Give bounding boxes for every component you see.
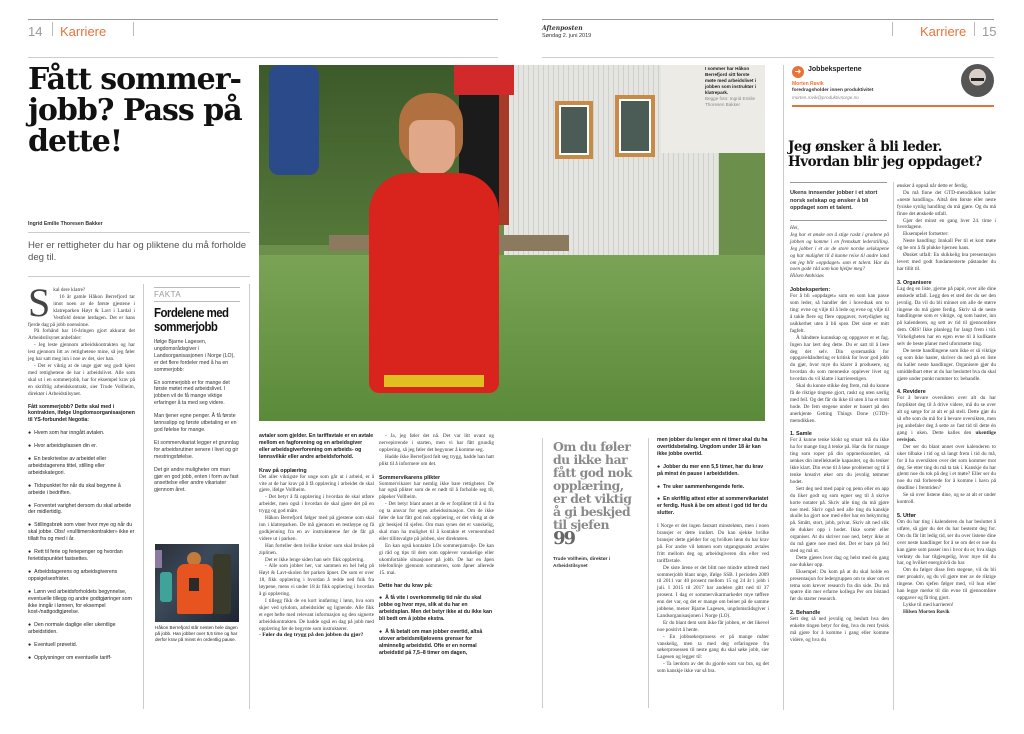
paragraph: Dette gjøres hver dag og helst med én gang noe dukker opp.: [790, 554, 889, 568]
date: Søndag 2. juni 2019: [542, 33, 592, 39]
paragraph: ønsker å oppnå når dette er ferdig.: [897, 183, 969, 189]
subhead: Jobbeksperten:: [790, 287, 831, 294]
paragraph: Du må finne det GTD-metodikken kaller «neste handling». Altså den første eller neste fysiske synlig handling du må gjøre. Og du må finne det ønskede utfall.: [897, 189, 996, 217]
question: - Føler du deg trygg på den jobben du gjør?: [259, 632, 364, 639]
paragraph: Skal du kunne stikke deg frem, må du kunne få de riktige tingene gjort, raskt og uten særlig med feil. Og det får du ikke til uten å ha et tomt hode. De fem stegene under er basert på den anerkjente Getting Things Done (GTD)-metodikken.: [790, 383, 889, 424]
paragraph: Er du blant dem som ikke får jobben, er det likevel noe positivt å hente.: [657, 619, 769, 633]
paragraph: Om du følger disse fem stegene, vil du bli mer proaktiv, og du vil gjøre mer av de riktige tingene. Om sjefen følger med, vil hun eller han legge merke til din evne til gjennomføre oppgaver og få ting gjort.: [897, 567, 996, 601]
expert-title: foredragsholder innen produktivitet: [792, 88, 874, 93]
signoff: Hilsen Morten Røvik: [903, 608, 950, 615]
list-item: ● Opplysninger om eventuelle tariff-: [28, 655, 135, 662]
glasses-detail: [971, 78, 984, 81]
column-headline: Jeg ønsker å bli leder. Hvordan blir jeg oppdaget?: [788, 139, 982, 170]
photo-window: [555, 101, 593, 159]
paragraph: For å kunne tenke klokt og smart må du ikke ha for mange ting å tenke på. Har du for mange ting som roper på din oppmerksomhet, så senkes din intellektuelle kapasitet, og du tenker ikke klart. Din evne til å løse problemer og til å tenke kreativt øker om du jevnlig tømmer hodet.: [790, 437, 889, 485]
expert-column-name: Jobbekspertene: [808, 66, 862, 73]
photo-boy-face: [409, 120, 455, 175]
pull-quote: Om du føler du ikke har fått god nok opplæring, er det viktig å gi beskjed til sjefen: [553, 439, 632, 532]
paragraph: På forhånd har 16-åringen gjort akkurat det Arbeidstilsynet anbefaler:: [28, 328, 135, 342]
fakta-photo-caption: Håkon Berrefjord står nesten hele dagen på jobb. Han jobber over 5,5 time og har derfor krav på minst én ordentlig pause.: [155, 625, 238, 642]
photo-boy-shirt: [369, 173, 499, 393]
paragraph: - Det betyr å få opplæring i hvordan de skal utføre arbeidet, men også i hvordan de skal gjøre det på en trygg og god måte.: [259, 494, 374, 515]
paragraph: Hadde ikke Berrefjord følt seg trygg, hadde han hatt plikt til å informere om det.: [379, 453, 494, 467]
subhead: Sommervikarens plikter: [379, 474, 441, 481]
paragraph: - Ta lærdom av det du gjorde som var bra, og det som kanskje ikke var så bra.: [657, 661, 769, 675]
header-divider: [133, 22, 134, 36]
subhead: 2. Behandle: [790, 610, 821, 617]
header-divider: [52, 22, 53, 36]
quote-mark-icon: 99: [553, 528, 575, 549]
subhead: 4. Revidere: [897, 389, 926, 396]
column-rule: [893, 182, 894, 710]
paragraph: Gjør det minst en gang hver 24. time i hverdagene.: [897, 217, 996, 231]
paragraph: Sett deg ned med papir og penn eller en app du liker godt og som egner seg til å skrive korte notater på. Skriv alle ting du må gjøre noe med. Skriv også ned alle ting du kanskje skulle ha gjort noe med eller har en bekymring på. Smått, stort, jobb, privat. Skriv alt ned slik de dukker opp i hodet. Ikke sortér eller organiser. At du skriver noe ned, betyr ikke at du må gjøre noe med det. Det er bare på feil sted og må ut.: [790, 485, 889, 554]
section-label-left: Karriere: [60, 24, 107, 39]
arrow-right-icon: ➜: [792, 66, 804, 78]
list-item: ● Arbeidstagerens og arbeidsgiverens oppsigelsesfrister.: [28, 569, 135, 583]
subhead: Krav på opplæring: [259, 467, 307, 474]
paragraph: Lag deg en liste, gjerne på papir, over alle dine ønskede utfall. Legg den et sted der du ser den jevnlig. Da vil du bli minnet om alle de større tingene du må gjøre ferdig. Skriv så de neste handlingene som er viktige, og som haster, inn på kalenderen, og sett av tid til gjennomføre dem. OBS! Ikke planlegg for langt frem i tid. Virkeligheten har en egen evne til å kullkaste selv de beste planer med uforutsette ting.: [897, 285, 996, 348]
photo-person-bg: [454, 65, 514, 95]
paragraph: Neste handling: Innkall Per til et kort møte og be om å få plukke hjernen hans.: [897, 238, 996, 252]
header-divider: [974, 22, 975, 36]
letter-greeting: Hei,: [790, 225, 799, 231]
paragraph: Det aller viktigste for unge som går ut i arbeid, er å vite at de har krav på å få opplæring i arbeidet de skal gjøre, ifølge Vollheim.: [259, 473, 374, 494]
body-column-3: [259, 433, 374, 639]
paragraph: Sommervikarer har nemlig ikke bare rettigheter. De har også plikter som de er nødt til å forholde seg til, påpeker Vollheim.: [379, 480, 494, 501]
letter-text: Jeg har et ønske om å stige raskt i gradene på jobben og komme i en fremskutt lederstilling. Jeg jobber i et av de store norske selskapene og har mulighet til å kunne reise til andre land om jeg blir «oppdaget» som et talent. Har du noen gode råd som kan hjelpe meg?: [790, 231, 889, 273]
body-column-4: [379, 433, 494, 656]
list-item: ● En skriftlig attest etter at sommervikariatet er ferdig. Husk å be om attest i god tid før du slutter.: [657, 496, 769, 517]
paragraph: Om du har ting i kalenderen du har besluttet å utføre, så gjør du det du har bestemt deg for. Om du får litt ledig tid, ser du over listene dine over neste handlinger for å se om det er noe du kan gjøre som passer inn i hvor du er, hva slags verktøy du har tilgjengelig, hvor mye tid du har, og hvilket energinivå du har.: [897, 518, 996, 567]
paragraph: - Det er viktig at de unge gjør seg godt kjent med rettighetene de har i arbeidslivet. Alle som skal ut i en sommerjobb, har for eksempel krav på en skriftlig arbeidskontrakt, sier Trude Vollheim, direktør i Arbeidstilsynet.: [28, 362, 135, 397]
paragraph: Han forteller dem hvilke kroker som skal brukes på ziplinen.: [259, 542, 374, 556]
body-column-1: [28, 280, 135, 662]
paragraph: Å håndtere kunnskap og oppgaver er et fag. Ingen har lært deg dette. Du er satt til å lære deg det selv. Din systematikk for oppgavehåndtering er kritisk for hvor god jobb du gjør, hvor mye du klarer å produsere, og hvordan du som menneske opplever livet og hvordan du vil klatre i karrierestigen.: [790, 334, 889, 383]
checklist-intro: Dette har du krav på:: [379, 583, 433, 590]
photo-detail: [189, 578, 199, 591]
fakta-border-right: [249, 284, 250, 709]
list-item: ● Hvor arbeidsplassen din er.: [28, 443, 135, 450]
answer-column-2: [897, 183, 996, 616]
body-column-5: [657, 437, 769, 675]
fakta-paragraph: En sommerjobb er for mange det første møtet med arbeidslivet. I jobben vil de få mange viktige erfaringer å ta med seg videre.: [154, 379, 230, 407]
list-item: ● Stillingsbrøk som viser hvor mye og når du skal jobbe. Obs! «nulltimerskontrakter» ikke er tillatt fra og med i år.: [28, 522, 135, 543]
rule: [28, 276, 250, 277]
subhead: 5. Utfør: [897, 512, 916, 519]
paragraph: - Alle som jobber her, var sammen en hel helg på Høyt & Lavt-skolen før parken åpnet. De som er over 18, fikk opplæring i hvordan å redde ned folk fra løypene, mens vi under 18 år fikk opplæring i hvordan å gi opplæring.: [259, 563, 374, 598]
letter-signature: Hilsen Ambisiøs: [790, 273, 824, 280]
photo-detail: [155, 550, 162, 568]
paragraph: avtaler som gjelder. En tariffavtale er en avtale mellom en fagforening og en arbeidsgiver eller arbeidsgiverforening om arbeids- og lønnsvilkår eller andre arbeidsforhold.: [259, 433, 374, 460]
paragraph: I Norge er det ingen fastsatt minstelønn, men i noen bransjer er dette innført. Du kan sjekke hvilke bransjer dette gjelder for og hvilken lønn du har krav på. For andre vil lønnen som utgangspunkt avtales fritt mellom deg og arbeidsgiveren din eller ved tariffavtale.: [657, 523, 769, 564]
expert-name: Morten Røvik: [792, 81, 824, 87]
subhead: 1. Samle: [790, 431, 812, 438]
quote-rule: [542, 438, 543, 708]
header-divider: [892, 22, 893, 36]
fakta-box: [154, 287, 240, 494]
quote-attribution: Trude Vollheim, direktør i Arbeidstilsynet: [553, 557, 611, 569]
emphasis: ukentlige revisjon.: [897, 430, 997, 443]
paragraph: Sett deg så ned jevnlig og beslutt hva den enkelte tingen betyr for deg, hva du rent fysisk må gjøre for å komme i gang eller komme videre, og hva du: [790, 616, 889, 643]
list-item: ● Forventet varighet dersom du skal arbeide der midlertidig.: [28, 503, 135, 517]
byline: Ingrid Emilie Thoresen Bakker: [28, 221, 103, 227]
photo-detail: [160, 572, 172, 602]
paragraph: Der ser du blant annet over kalenderen to uker tilbake i tid og så langt frem i tid du må, for å ha oversikten over det som kommer mot deg. Se etter ting du må ta tak i. Kanskje du har glemt noe du tok på deg i et møte? Eller ser du noe du må forberede for å komme i havn på deadline i fremtiden?: [897, 443, 996, 492]
paragraph: - Jeg leste gjennom arbeidskontrakten og har lest gjennom litt av rettighetene mine, så jeg føler jeg har satt meg inn i noe av det, sier han.: [28, 342, 135, 363]
rule: [790, 220, 887, 221]
list-item: ● Eventuell prøvetid.: [28, 642, 135, 649]
list-item: ● En beskrivelse av arbeidet eller arbeidstagerens tittel, stilling eller arbeidskategori.: [28, 456, 135, 477]
page-number-right: 15: [982, 24, 997, 39]
paragraph: Det er ikke lenge siden han selv fikk opplæring.: [265, 556, 365, 563]
main-photo-caption: [705, 66, 761, 108]
column-ingress: Ukens innsender jobber i et stort norsk selskap og ønsker å bli oppdaget som et talent.: [790, 190, 878, 211]
column-border: [783, 65, 784, 710]
main-photo: [259, 65, 765, 421]
paragraph: Eksempel: Du kom på at du skal holde en presentasjon for ledergruppen om to uker om et tema som krever research fra din side. Du må spørre din mer erfarne kollega Per om bistand før du starter research.: [790, 568, 889, 603]
paragraph: For å bevare oversikten over alt du har forpliktet deg til å drive videre, må du se over alt og sørge for at alt er på stell. Dette gjør du så ofte som du må for å bevare oversikten, men jeg anbefaler deg å sette av fast tid til dette én gang i uken. Dette kalles den: [897, 395, 996, 436]
paragraph: I tillegg fikk de en kort innføring i lønn, hva som skjer ved sykdom, arbeidstider og lignende. Alle fikk et eget hefte med relevant informasjon og den signerte arbeidskontrakten. De hadde også en dag på jobb med opplæring før de begynte som instruktører.: [259, 597, 374, 632]
paragraph: men jobber du lenger enn ni timer skal du ha overtidsbetaling. Ungdom under 18 år kan ikke jobbe overtid.: [657, 437, 768, 457]
photo-credit: Begge foto: Ingrid Emilie Thoresen Bakker: [705, 96, 756, 107]
headline: Fått sommer-jobb? Pass på dette!: [28, 62, 242, 159]
photo-window: [615, 95, 655, 157]
subhead: 3. Organisere: [897, 279, 932, 286]
photo-person-bg: [269, 65, 319, 175]
photo-harness: [384, 375, 484, 387]
paragraph: Håkon Berrefjord følger med på gjestene som skal inn i klatreparken. De må gjennom en testløype og få godkjenning fra en av instruktørene før de får gå videre ut i parken.: [259, 515, 374, 542]
rule: [790, 182, 887, 183]
fakta-paragraph: Ifølge Bjarne Lagesen, ungdomsrådsgiver i Landsorganisasjonen i Norge (LO), er det flere fordeler med å ha en sommerjobb:: [154, 339, 235, 373]
list-item: ● Å få betalt om man jobber overtid, altså utover arbeidsmiljølovens grenser for alminnelig arbeidstid. Ofte er en normal arbeidstid på 7,5–8 timer om dagen,: [379, 629, 494, 657]
checklist: [28, 430, 135, 662]
photo-detail: [213, 554, 231, 614]
fakta-paragraph: Et sommervikariat legger et grunnlag for arbeidsrutiner senere i livet og gir mestringsfølelse.: [154, 439, 239, 460]
paragraph: De neste handlingene som ikke er så viktige og som ikke haster, skriver du ned på en liste du kaller neste handlinger. Organisere gjør du umiddelbart etter at du har besluttet hva du skal gjøre under punkt nummer to: behandle.: [897, 347, 996, 382]
fakta-photo: [155, 544, 239, 622]
list-item: ● Tidspunktet for når du skal begynne å arbeide i bedriften.: [28, 483, 135, 497]
answer-column-1: [790, 225, 889, 644]
main-photo-caption-text: I sommer har Håkon Berrefjord sitt første møte med arbeidslivet i jobben som instruktør i klatrepark.: [705, 66, 757, 95]
list-item: ● Hvem som har inngått avtalen.: [28, 430, 135, 437]
list-item: ● Å få vite i overkommelig tid når du skal jobbe og hvor mye, slik at du har en arbeidsplan. Men det betyr ikke at du ikke kan bli bedt om å jobbe ekstra.: [379, 595, 494, 623]
masthead: Aftenposten: [542, 25, 583, 32]
expert-avatar: [961, 64, 994, 97]
checklist-intro: Fått sommerjobb? Dette skal med i kontrakten, ifølge Ungdomsorganisasjonen til YS-forbundet Negotia:: [28, 403, 135, 424]
paragraph: 16 år gamle Håkon Berrefjord tar imot noen av de første gjestene i klatreparken Høyt & Lavt i Lardal i Vestfold denne lørdagen. Det er hans fjerde dag på jobb noensinne.: [28, 293, 135, 328]
list-item: ● Tre uker sammenhengende ferie.: [657, 484, 769, 491]
fakta-border-left: [143, 284, 144, 709]
header-bottom-rule-left: [28, 57, 498, 58]
fakta-paragraph: Man tjener egne penger. Å få første lønnsslipp og første utbetaling er en god følelse for mange.: [154, 413, 237, 433]
expert-accent-rule: [792, 105, 994, 107]
paragraph: De siste årene er det blitt noe mindre utbredt med sommerjobb blant unge, ifølge SSB. I perioden 2009 til 2011 var 40 prosent mellom 15 og 24 år i jobb i juli. I 2015 til 2017 har andelen gått ned til 37 prosent. I dag er sommervikarmarkedet mye tøffere enn det var, og det er mange om beinet på de samme jobbene, mener Bjarne Lagesen, ungdomsrådsgiver i Landsorganisasjonen i Norge (LO).: [657, 564, 769, 619]
section-label-right: Karriere: [920, 24, 967, 39]
rule: [28, 232, 250, 233]
paragraph: Se så over listene dine, og se at alt er under kontroll.: [897, 492, 996, 506]
list-item: ● Lønn ved arbeidsforholdets begynnelse, eventuelle tillegg og andre godtgjøringer som ikke inngår i lønnen, for eksempel kost-/nattgodtgjørelse.: [28, 589, 135, 617]
paragraph: Ønsket utfall: En skikkelig bra presentasjon levert med godt fundamenterte påstander du har tillit til.: [897, 252, 996, 272]
paragraph: - Ja, jeg føler det nå. Det var litt uvant og nervepirrende i starten, men vi har fått grundig opplæring, så jeg føler det begynner å komme seg.: [379, 433, 494, 453]
fakta-title: Fordelene med sommerjobb: [154, 305, 229, 334]
paragraph: Eksempelet fortsetter:: [903, 231, 949, 238]
paragraph: Lykke til med karrieren!: [903, 601, 954, 608]
fakta-paragraph: Det gir andre muligheter om man gjør en god jobb, enten i form av fast ansettelse eller andre vikariater gjennom året.: [154, 466, 239, 494]
paragraph: En kan også kontakte LOs sommerpatrulje. De kan gi råd og tips til dem som opplever vanskelige eller ukomfortable situasjoner på jobb. De har en åpen telefonlinje gjennom sommeren, som åpner allerede 15. mai.: [379, 542, 494, 577]
paragraph: For å bli «oppdaget» som en som kan passe som leder, så handler det i hovedsak om to ting: evne og vilje til å lede og evne og vilje til å takle flere og flere oppgaver, tvetydighet og usikkerhet uten å bli sprø. Det siste er mitt fagfelt.: [790, 293, 889, 334]
expert-email: morten.rovik@produktivnorge.no: [792, 95, 859, 100]
photo-grass: [259, 255, 765, 421]
header-rule-left: [28, 19, 498, 20]
fakta-label: FAKTA: [154, 290, 182, 299]
column-rule: [648, 438, 649, 708]
list-item: ● Jobber du mer enn 5,5 timer, har du krav på minst én pause i arbeidstiden.: [657, 464, 769, 478]
header-bottom-rule-right: [542, 57, 994, 58]
paragraph: - En jobbsøkerprosess er på mange måter vanskelig, men ta med deg erfaringene fra søkerprosessen til neste gang du skal søke jobb, sier Lagesen og legger til:: [657, 633, 769, 661]
ingress: Her er rettigheter du har og pliktene du må forholde deg til.: [28, 240, 247, 263]
paragraph: - Det betyr blant annet at de er forpliktet til å si fra og ta ansvar for egen arbeidssituasjon. Om de ikke føler de har fått god nok opplæring, er det viktig at de gir beskjed til sjefen. Om man synes det er vanskelig, skal man ha mulighet til å kontakte et verneombud eller tillitsvalgte på jobben, sier direktøren.: [379, 501, 494, 542]
list-item: ● Rett til ferie og feriepenger og hvordan ferietidspunktet fastsettes.: [28, 549, 135, 563]
paragraph: kal dere klatre?: [53, 287, 86, 293]
dropcap: S: [28, 280, 51, 325]
page-number-left: 14: [28, 24, 43, 39]
header-rule-right: [542, 19, 994, 20]
list-item: ● Den normale daglige eller ukentlige arbeidstiden.: [28, 622, 135, 636]
